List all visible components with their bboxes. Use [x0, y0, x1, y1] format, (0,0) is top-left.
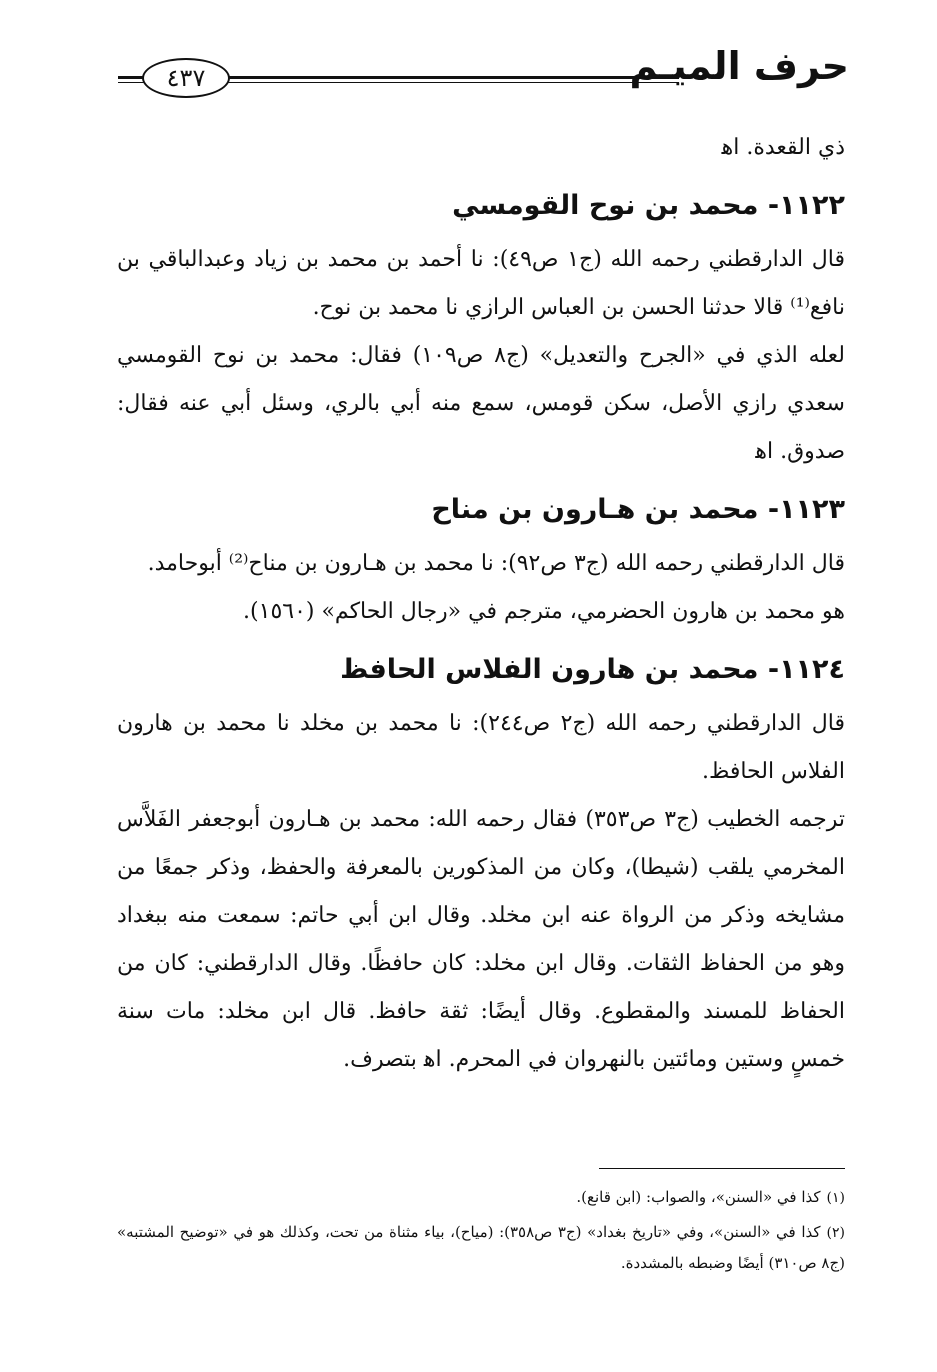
footnote: [117, 1217, 845, 1278]
footnote-separator: [599, 1168, 845, 1169]
running-header: [118, 44, 849, 100]
entry-heading: ١١٢٤- محمد بن هارون الفلاس الحافظ: [340, 654, 845, 685]
footnote: [117, 1182, 845, 1213]
paragraph: ذي القعدة. اﻫ: [721, 135, 845, 160]
main-text: [117, 124, 845, 1084]
footnote-mark: (٢): [826, 1225, 845, 1241]
footnote-text: كذا في «السنن»، والصواب: (ابن قانع).: [576, 1188, 821, 1206]
footnote-text: كذا في «السنن»، وفي «تاريخ بغداد» (ج٣ ص٣٥٨): (مياح)، بياء مثناة من تحت، وكذلك هو في «توضيح المشتبه» (ج٨ ص٣١٠) أيضًا وضبطه بالمشددة.: [117, 1223, 845, 1272]
entry-heading: ١١٢٢- محمد بن نوح القومسي: [452, 190, 845, 221]
paragraph: قال الدارقطني رحمه الله (ج٣ ص٩٢): نا محمد بن هـارون بن مناح⁽²⁾ أبوحامد.: [147, 551, 845, 576]
footnotes: [117, 1182, 845, 1282]
paragraph: هو محمد بن هارون الحضرمي، مترجم في «رجال الحاكم» (١٥٦٠).: [243, 599, 845, 624]
paragraph: قال الدارقطني رحمه الله (ج١ ص٤٩): نا أحمد بن محمد بن زياد وعبدالباقي بن نافع⁽¹⁾ قالا حدثنا الحسن بن العباس الرازي نا محمد بن نوح.: [117, 247, 845, 320]
paragraph: ترجمه الخطيب (ج٣ ص٣٥٣) فقال رحمه الله: محمد بن هـارون أبوجعفر الفَلاَّس المخرمي يلقب (شيطا)، وكان من المذكورين بالمعرفة والحفظ، وذكر جمعًا من مشايخه وذكر من الرواة عنه ابن مخلد. وقال ابن أبي حاتم: سمعت منه ببغداد وهو من الحفاظ الثقات. وقال ابن مخلد: كان حافظًا. وقال الدارقطني: كان من الحفاظ للمسند والمقطوع. وقال أيضًا: ثقة حافظ. قال ابن مخلد: مات سنة خمسٍ وستين ومائتين بالنهروان في المحرم. اﻫ بتصرف.: [117, 807, 845, 1072]
running-title: حرف الميـم: [629, 44, 849, 88]
entry-heading: ١١٢٣- محمد بن هـارون بن مناح: [431, 494, 845, 525]
paragraph: لعله الذي في «الجرح والتعديل» (ج٨ ص١٠٩) فقال: محمد بن نوح القومسي سعدي رازي الأصل، سكن قومس، سمع منه أبي بالري، وسئل أبي عنه فقال: صدوق. اﻫ: [117, 343, 846, 464]
paragraph: قال الدارقطني رحمه الله (ج٢ ص٢٤٤): نا محمد بن مخلد نا محمد بن هارون الفلاس الحافظ.: [117, 711, 846, 784]
page-number: ٤٣٧: [142, 58, 230, 98]
footnote-mark: (١): [826, 1190, 845, 1206]
